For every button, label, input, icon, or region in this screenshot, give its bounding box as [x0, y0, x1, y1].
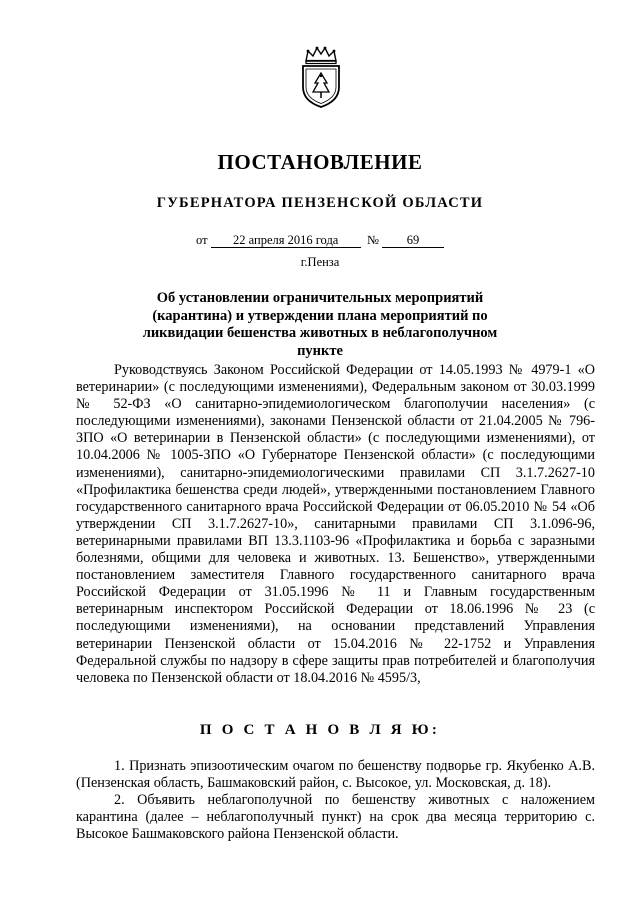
document-title: ПОСТАНОВЛЕНИЕ — [217, 150, 423, 174]
decree-items — [76, 758, 595, 843]
decree-item: 2. Объявить неблагополучной по бешенству животных с наложением карантина (далее – неблагополучный пункт) на срок два месяца территорию с. Высокое Башмаковского района Пензенской области. — [76, 792, 595, 843]
number-prefix: № — [366, 233, 379, 247]
date-value: 22 апреля 2016 года — [211, 233, 361, 248]
number-value: 69 — [382, 233, 444, 248]
document-heading: Об установлении ограничительных мероприятий (карантина) и утверждении плана мероприятий по ликвидации бешенства животных в неблагополучном пункте — [142, 290, 498, 359]
date-line — [0, 233, 640, 248]
preamble-text: Руководствуясь Законом Российской Федерации от 14.05.1993 № 4979-1 «О ветеринарии» (с последующими изменениями), Федеральным законом от 30.03.1999 № 52-ФЗ «О санитарно-эпидемиологическом благополучии населения» (с последующими изменениями), законами Пензенской области от 21.04.2005 № 796-ЗПО «О ветеринарии в Пензенской области» (с последующими изменениями), от 10.04.2006 № 1005-ЗПО «О Губернаторе Пензенской области» (с последующими изменениями), санитарно-эпидемиологическими правилами СП 3.1.7.2627-10 «Профилактика бешенства среди людей», утвержденными постановлением Главного государственного санитарного врача Российской Федерации от 06.05.2010 № 54 «Об утверждении СП 3.1.7.2627-10», санитарными правилами СП 3.1.096-96, ветеринарными правилами ВП 13.3.1103-96 «Профилактика и борьба с заразными болезнями, общими для человека и животных. 13. Бешенство», утвержденными постановлением заместителя Главного государственного санитарного врача Российской Федерации от 31.05.1996 № 11 и Главным государственным ветеринарным инспектором Российской Федерации от 18.06.1996 № 23 (с последующими изменениями), на основании представлений Управления ветеринарии Пензенской области от 15.04.2016 № 22-1752 и Управления Федеральной службы по надзору в сфере защиты прав потребителей и благополучия человека по Пензенской области от 18.04.2016 № 4595/3, — [76, 362, 595, 686]
date-prefix: от — [196, 233, 208, 247]
preamble — [76, 362, 595, 687]
decree-item: 1. Признать эпизоотическим очагом по бешенству подворье гр. Якубенко А.В. (Пензенская область, Башмаковский район, с. Высокое, ул. Московская, д. 18). — [76, 758, 595, 792]
decree-word: П О С Т А Н О В Л Я Ю: — [199, 722, 441, 738]
coat-of-arms-icon — [296, 45, 346, 109]
city: г.Пенза — [300, 255, 340, 269]
document-issuer: ГУБЕРНАТОРА ПЕНЗЕНСКОЙ ОБЛАСТИ — [156, 195, 484, 211]
